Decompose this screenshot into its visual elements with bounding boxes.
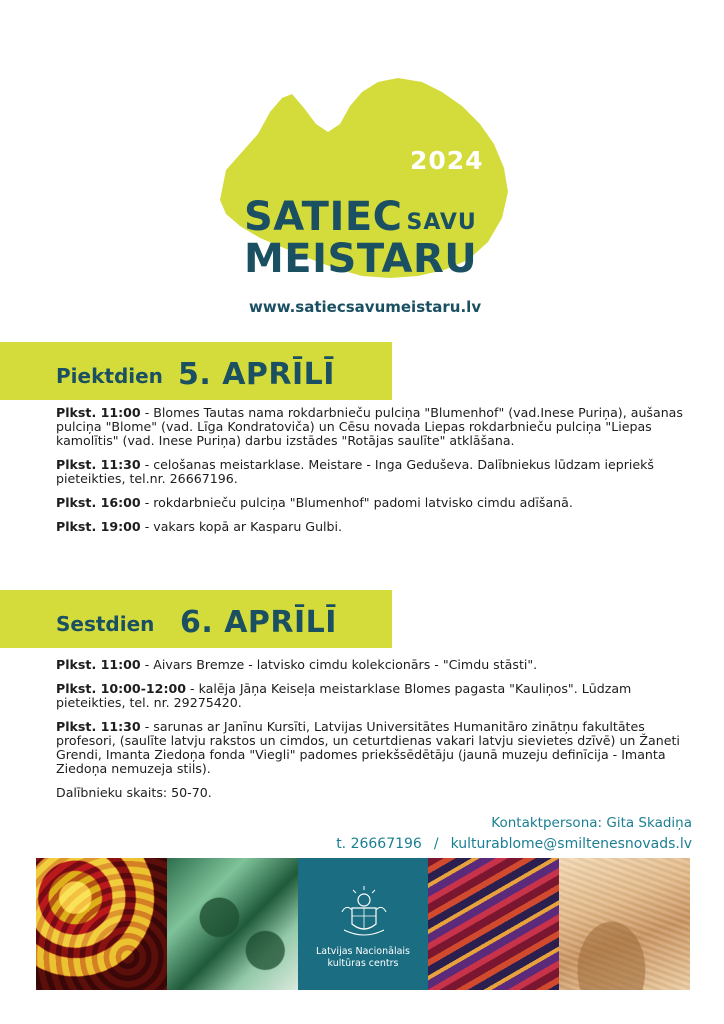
schedule-time: Plkst. 16:00 bbox=[56, 495, 141, 510]
schedule-item bbox=[56, 458, 696, 486]
schedule-item bbox=[56, 682, 696, 710]
title-word-satiec: SATIEC bbox=[244, 194, 403, 240]
schedule-text: - kalēja Jāņa Keiseļa meistarklase Blomes pagasta "Kauliņos". Lūdzam pieteikties, tel. nr. 29275420. bbox=[56, 681, 632, 710]
lnkc-name bbox=[298, 946, 429, 970]
website-link[interactable]: www.satiecsavumeistaru.lv bbox=[249, 298, 482, 316]
schedule-time: Plkst. 11:00 bbox=[56, 657, 141, 672]
schedule-text: - vakars kopā ar Kasparu Gulbi. bbox=[140, 519, 343, 534]
schedule-item bbox=[56, 406, 696, 448]
day-banner-friday bbox=[0, 342, 392, 400]
contact-person: Kontaktpersona: Gita Skadiņa bbox=[491, 815, 692, 831]
date-label: 6. APRĪLĪ bbox=[180, 605, 337, 640]
day-banner-saturday bbox=[0, 590, 392, 648]
title-word-meistaru: MEISTARU bbox=[244, 236, 478, 282]
photo-strip bbox=[36, 858, 690, 990]
contact-details bbox=[336, 836, 692, 852]
forged-iron-photo bbox=[167, 858, 298, 990]
contact-separator: / bbox=[433, 836, 439, 852]
event-year: 2024 bbox=[410, 146, 484, 175]
lnkc-name-line2: kultūras centrs bbox=[327, 958, 399, 969]
schedule-time: Plkst. 11:30 bbox=[56, 719, 141, 734]
weekday-label: Piektdien bbox=[56, 364, 163, 388]
lnkc-logo-tile bbox=[298, 858, 429, 990]
jewelry-photo bbox=[36, 858, 167, 990]
schedule-time: Plkst. 11:30 bbox=[56, 457, 141, 472]
schedule-time: Plkst. 11:00 bbox=[56, 405, 141, 420]
schedule-item bbox=[56, 496, 696, 510]
contact-phone[interactable]: t. 26667196 bbox=[336, 836, 422, 852]
schedule-saturday bbox=[56, 658, 696, 810]
schedule-text: - Blomes Tautas nama rokdarbnieču pulciņa "Blumenhof" (vad.Inese Puriņa), aušanas pulciņa "Blome" (vad. Līga Kondratoviča) un Cēsu novada Liepas rokdarbnieču pulciņa "Liepas kamolītis" (vad. Inese Puriņa) darbu izstādes "Rotājas saulīte" atklāšana. bbox=[56, 405, 683, 448]
schedule-time: Plkst. 10:00-12:00 bbox=[56, 681, 187, 696]
schedule-text: - Aivars Bremze - latvisko cimdu kolekcionārs - "Cimdu stāsti". bbox=[140, 657, 538, 672]
schedule-time: Plkst. 19:00 bbox=[56, 519, 141, 534]
schedule-friday bbox=[56, 406, 696, 544]
date-label: 5. APRĪLĪ bbox=[178, 357, 335, 392]
schedule-item bbox=[56, 658, 696, 672]
wooden-instrument-photo bbox=[559, 858, 690, 990]
contact-email[interactable]: kulturablome@smiltenesnovads.lv bbox=[450, 836, 692, 852]
event-title bbox=[244, 196, 477, 280]
schedule-item bbox=[56, 520, 696, 534]
schedule-text: - rokdarbnieču pulciņa "Blumenhof" padomi latvisko cimdu adīšanā. bbox=[140, 495, 573, 510]
lnkc-name-line1: Latvijas Nacionālais bbox=[315, 946, 410, 957]
participants-count: Dalībnieku skaits: 50-70. bbox=[56, 785, 212, 800]
schedule-item bbox=[56, 720, 696, 776]
schedule-text: - celošanas meistarklase. Meistare - Inga Geduševa. Dalībniekus lūdzam iepriekš pieteikties, tel.nr. 26667196. bbox=[56, 457, 654, 486]
woven-textile-photo bbox=[428, 858, 559, 990]
weekday-label: Sestdien bbox=[56, 612, 155, 636]
coat-of-arms-icon bbox=[334, 882, 394, 942]
event-logo bbox=[0, 0, 724, 330]
title-word-savu: SAVU bbox=[406, 210, 477, 235]
schedule-text: - sarunas ar Janīnu Kursīti, Latvijas Universitātes Humanitāro zinātņu fakultātes profesori, (saulīte latvju rakstos un cimdos, un ceturtdienas vakari latvju sievietes dzīvē) un Žaneti Grendi, Imanta Ziedoņa fonda "Viegli" padomes priekšsēdētāju (jaunā muzeju definīcija - Imanta Ziedoņa nemuzeja stils). bbox=[56, 719, 680, 776]
